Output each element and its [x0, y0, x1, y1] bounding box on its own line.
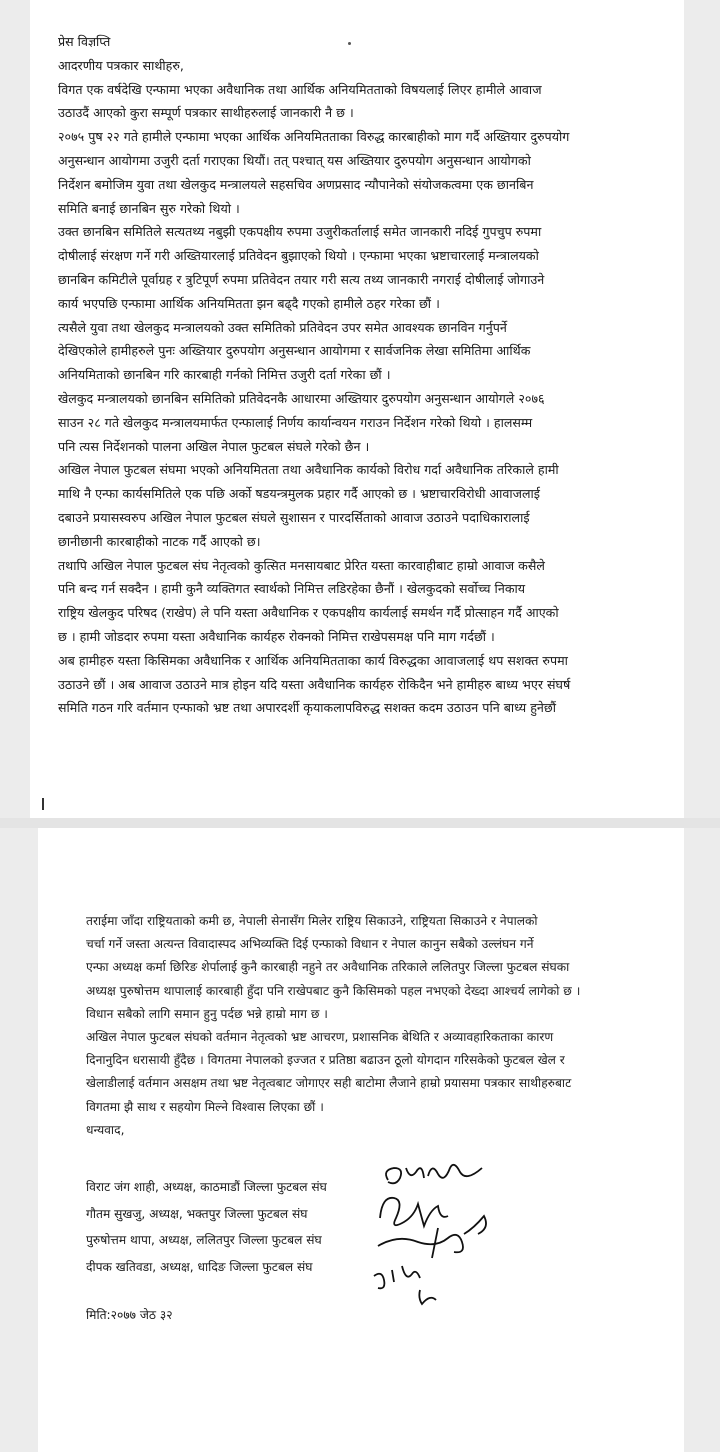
body-line: दोषीलाई संरक्षण गर्ने गरी अख्तियारलाई प्रतिवेदन बुझाएको थियो । एन्फामा भएका भ्रष्टाचारलाई मन्त्रालयको [58, 248, 539, 264]
body-line: तराईमा जाँदा राष्ट्रियताको कमी छ, नेपाली सेनासँग मिलेर राष्ट्रिय सिकाउने, राष्ट्रियता सिकाउने र नेपालको [86, 914, 538, 928]
body-line: राष्ट्रिय खेलकुद परिषद (राखेप) ले पनि यस्ता अवैधानिक र एकपक्षीय कार्यलाई समर्थन गर्दै प्रोत्साहन गर्दै आएको [58, 605, 559, 621]
handwritten-signatures [368, 1158, 518, 1308]
closing: धन्यवाद, [86, 1122, 125, 1137]
press-release-page-2 [38, 828, 684, 1452]
signatories-list [86, 1174, 327, 1280]
body-line: अखिल नेपाल फुटबल संघमा भएको अनियमितता तथा अवैधानिक कार्यको विरोध गर्दा अवैधानिक तरिकाले हामी [58, 462, 559, 478]
signatory: विराट जंग शाही, अध्यक्ष, काठमाडौं जिल्ला फुटबल संघ [86, 1180, 327, 1194]
document-title: प्रेस विज्ञप्ति [58, 34, 111, 49]
body-line: अध्यक्ष पुरुषोत्तम थापालाई कारबाही हुँदा पनि राखेपबाट कुनै किसिमको पहल नभएको देख्दा आश्चर्य लागेको छ । [86, 983, 581, 998]
signatory: दीपक खतिवडा, अध्यक्ष, धादिङ जिल्ला फुटबल संघ [86, 1259, 313, 1274]
body-line: तथापि अखिल नेपाल फुटबल संघ नेतृत्वको कुत्सित मनसायबाट प्रेरित यस्ता कारवाहीबाट हाम्रो आवाज कसैले [58, 557, 545, 573]
body-line: निर्देशन बमोजिम युवा तथा खेलकुद मन्त्रालयले सहसचिव अणप्रसाद न्यौपानेको संयोजकत्वमा एक छानबिन [58, 176, 534, 192]
body-line: समिति बनाई छानबिन सुरु गरेको थियो । [58, 200, 240, 216]
body-line: छानबिन कमिटीले पूर्वाग्रह र त्रुटिपूर्ण रुपमा प्रतिवेदन तयार गरी सत्य तथ्य जानकारी नगराई दोषीलाई जोगाउने [58, 271, 545, 287]
body-line: दबाउने प्रयासस्वरुप अखिल नेपाल फुटबल संघले सुशासन र पारदर्सिताको आवाज उठाउने पदाधिकारालाई [58, 509, 530, 525]
body-line: कार्य भएपछि एन्फामा आर्थिक अनियमितता झन बढ्दै गएको हामीले ठहर गरेका छौं । [58, 295, 440, 311]
body-line: अनियमिताको छानबिन गरि कारबाही गर्नको निमित्त उजुरी दर्ता गरेका छौं । [58, 367, 391, 383]
body-line: दिनानुदिन धरासायी हुँदैछ । विगतमा नेपालको इज्जत र प्रतिष्ठा बढाउन ठूलो योगदान गरिसकेको फुटबल खेल र [86, 1053, 565, 1068]
body-line: खेलकुद मन्त्रालयको छानबिन समितिको प्रतिवेदनकै आधारमा अख्तियार दुरुपयोग अनुसन्धान आयोगले २०७६ [58, 390, 545, 406]
body-line: उक्त छानबिन समितिले सत्यतथ्य नबुझी एकपक्षीय रुपमा उजुरीकर्तालाई समेत जानकारी नदिई गुपचुप रुपमा [58, 224, 542, 240]
body-line: त्यसैले युवा तथा खेलकुद मन्त्रालयको उक्त समितिको प्रतिवेदन उपर समेत आवश्यक छानविन गर्नुपर्ने [58, 319, 507, 335]
body-line: खेलाडीलाई वर्तमान असक्षम तथा भ्रष्ट नेतृत्वबाट जोगाएर सही बाटोमा लैजाने हाम्रो प्रयासमा पत्रकार साथीहरुबाट [86, 1076, 572, 1091]
salutation: आदरणीय पत्रकार साथीहरु, [58, 57, 184, 73]
body-line: अब हामीहरु यस्ता किसिमका अवैधानिक र आर्थिक अनियमितताका कार्य विरुद्धका आवाजलाई थप सशक्त रुपमा [58, 652, 568, 668]
press-release-page-1 [30, 0, 684, 819]
body-line: विगत एक वर्षदेखि एन्फामा भएका अवैधानिक तथा आर्थिक अनियमितताको विषयलाई लिएर हामीले आवाज [58, 81, 542, 97]
body-line: एन्फा अध्यक्ष कर्मा छिरिङ शेर्पालाई कुनै कारबाही नहुने तर अवैधानिक तरिकाले ललितपुर जिल्ला फुटबल संघका [86, 960, 570, 975]
body-line: विधान सबैको लागि समान हुनु पर्दछ भन्ने हाम्रो माग छ । [86, 1006, 328, 1021]
body-line: देखिएकोले हामीहरुले पुनः अख्तियार दुरुपयोग अनुसन्धान आयोगमा र सार्वजनिक लेखा समितिमा आर्थिक [58, 343, 531, 359]
body-line: अखिल नेपाल फुटबल संघको वर्तमान नेतृत्वको भ्रष्ट आचरण, प्रशासनिक बेथिति र अव्यावहारिकताका कारण [86, 1030, 554, 1045]
body-line: उठाउने छौं । अब आवाज उठाउने मात्र होइन यदि यस्ता अवैधानिक कार्यहरु रोकिदैन भने हामीहरु बाध्य भएर संघर्ष [58, 676, 571, 692]
body-line: चर्चा गर्ने जस्ता अत्यन्त विवादास्पद अभिव्यक्ति दिई एन्फाको विधान र नेपाल कानुन सबैको उल्लंघन गर्ने [86, 937, 534, 952]
body-line: उठाउदैं आएको कुरा सम्पूर्ण पत्रकार साथीहरुलाई जानकारी नै छ । [58, 105, 354, 121]
page-2-body [86, 910, 664, 1142]
page-1-body [58, 30, 662, 720]
body-line: अनुसन्धान आयोगमा उजुरी दर्ता गराएका थियौं। तत् पश्चात् यस अख्तियार दुरुपयोग अनुसन्धान आयोगको [58, 152, 531, 168]
body-line: विगतमा झै साथ र सहयोग मिल्ने विश्वास लिएका छौं । [86, 1099, 324, 1114]
body-line: माथि नै एन्फा कार्यसमितिले एक पछि अर्को षडयन्त्रमुलक प्रहार गर्दै आएको छ । भ्रष्टाचारविरोधी आवाजलाई [58, 486, 540, 502]
body-line: २०७५ पुष २२ गते हामीले एन्फामा भएका आर्थिक अनियमितताका विरुद्ध कारबाहीको माग गर्दै अख्तियार दुरुपयोग [58, 129, 570, 145]
signatory: गौतम सुखजु, अध्यक्ष, भक्तपुर जिल्ला फुटबल संघ [86, 1206, 308, 1221]
margin-mark [42, 798, 44, 810]
page-gap [0, 818, 720, 828]
body-line: समिति गठन गरि वर्तमान एन्फाको भ्रष्ट तथा अपारदर्शी कृयाकलापविरुद्ध सशक्त कदम उठाउन पनि बाध्य हुनेछौं [58, 700, 556, 716]
body-line: पनि बन्द गर्न सक्दैन । हामी कुनै व्यक्तिगत स्वार्थको निमित्त लडिरहेका छैनौं । खेलकुदको सर्वोच्च निकाय [58, 581, 526, 597]
body-line: पनि त्यस निर्देशनको पालना अखिल नेपाल फुटबल संघले गरेको छैन । [58, 438, 370, 454]
signatory: पुरुषोत्तम थापा, अध्यक्ष, ललितपुर जिल्ला फुटबल संघ [86, 1233, 322, 1247]
date: मिति:२०७७ जेठ ३२ [86, 1308, 173, 1322]
body-line: छानीछानी कारबाहीको नाटक गर्दै आएको छ। [58, 533, 261, 549]
body-line: साउन २८ गते खेलकुद मन्त्रालयमार्फत एन्फालाई निर्णय कार्यान्वयन गराउन निर्देशन गरेको थियो । हालसम्म [58, 414, 533, 430]
body-line: छ । हामी जोडदार रुपमा यस्ता अवैधानिक कार्यहरु रोक्नको निमित्त राखेपसमक्ष पनि माग गर्दछौं । [58, 628, 495, 644]
